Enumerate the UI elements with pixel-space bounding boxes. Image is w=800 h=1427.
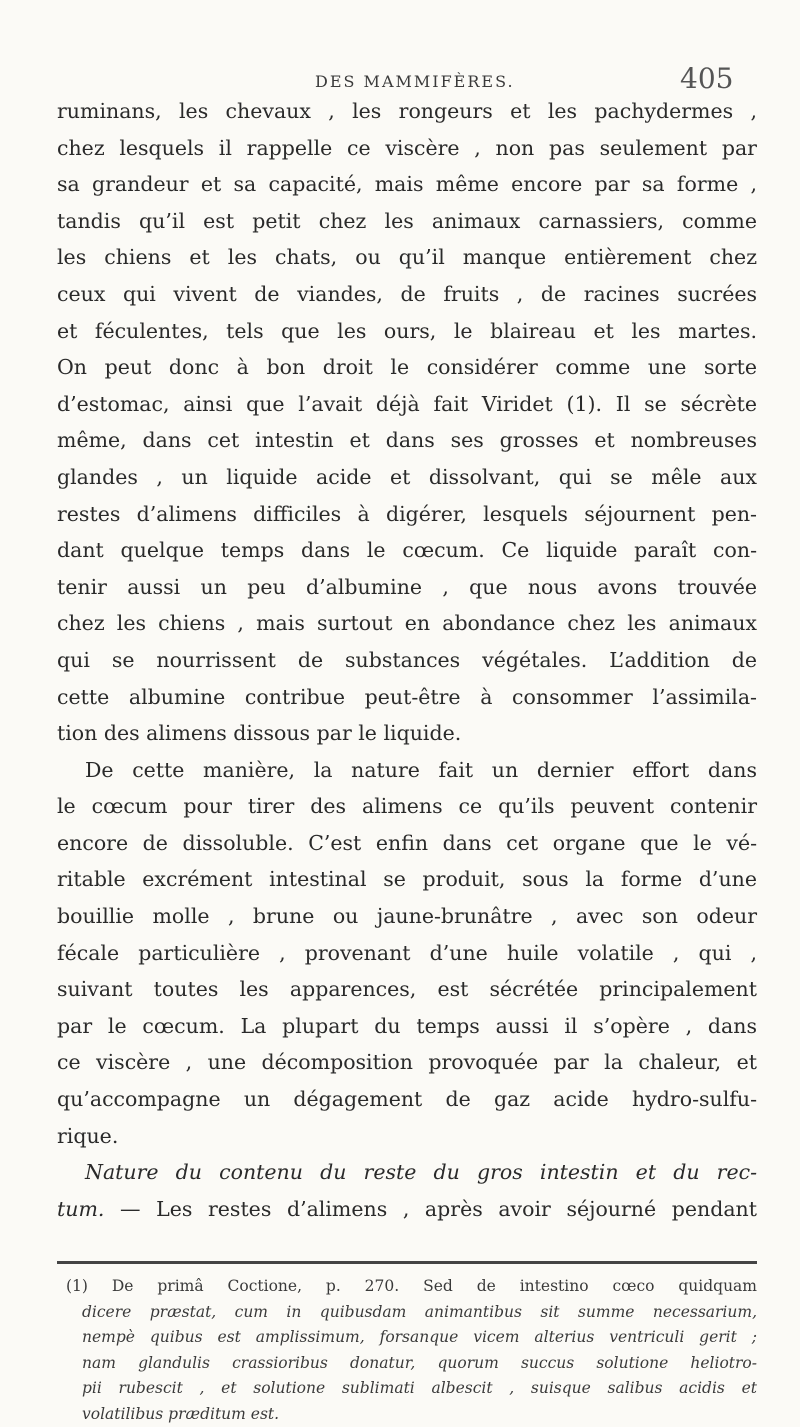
footnote-line: nempè quibus est amplissimum, forsanque vicem alterius ventriculi gerit ; [82,1325,757,1351]
text-line: d’estomac, ainsi que l’avait déjà fait Viridet (1). Il se sécrète [57,386,757,423]
page-number: 405 [680,62,733,95]
section-continuation: — Les restes d’alimens , après avoir séjourné pendant [104,1197,757,1221]
text-line: chez les chiens , mais surtout en abondance chez les animaux [57,605,757,642]
footnote-divider [57,1261,757,1264]
text-line: glandes , un liquide acide et dissolvant, qui se mêle aux [57,459,757,496]
text-line: suivant toutes les apparences, est sécrétée principalement [57,971,757,1008]
text-line: ce viscère , une décomposition provoquée par la chaleur, et [57,1044,757,1081]
text-line: sa grandeur et sa capacité, mais même encore par sa forme , [57,166,757,203]
section-heading-line [57,1154,757,1191]
body-text [57,93,757,1227]
text-line: par le cœcum. La plupart du temps aussi il s’opère , dans [57,1008,757,1045]
text-line: qu’accompagne un dégagement de gaz acide hydro-sulfu- [57,1081,757,1118]
text-line: et féculentes, tels que les ours, le blaireau et les martes. [57,313,757,350]
text-line: tenir aussi un peu d’albumine , que nous avons trouvée [57,569,757,606]
text-line: On peut donc à bon droit le considérer comme une sorte [57,349,757,386]
footnote-line: (1) De primâ Coctione, p. 270. Sed de intestino cœco quidquam [66,1274,757,1300]
text-line: restes d’alimens difficiles à digérer, lesquels séjournent pen- [57,496,757,533]
text-line: chez lesquels il rappelle ce viscère , non pas seulement par [57,130,757,167]
text-line: cette albumine contribue peut-être à consommer l’assimila- [57,679,757,716]
text-line: fécale particulière , provenant d’une huile volatile , qui , [57,935,757,972]
text-line: bouillie molle , brune ou jaune-brunâtre , avec son odeur [57,898,757,935]
text-line: ritable excrément intestinal se produit, sous la forme d’une [57,861,757,898]
text-line: même, dans cet intestin et dans ses grosses et nombreuses [57,422,757,459]
footnote-line: pii rubescit , et solutione sublimati albescit , suisque salibus acidis et [82,1376,757,1402]
footnote-line: nam glandulis crassioribus donatur, quorum succus solutione heliotro- [82,1351,757,1377]
text-line: le cœcum pour tirer des alimens ce qu’ils peuvent contenir [57,788,757,825]
text-line: rique. [57,1118,757,1155]
text-line: dant quelque temps dans le cœcum. Ce liquide paraît con- [57,532,757,569]
text-line: qui se nourrissent de substances végétales. L’addition de [57,642,757,679]
text-line: tandis qu’il est petit chez les animaux carnassiers, comme [57,203,757,240]
text-line: tion des alimens dissous par le liquide. [57,715,757,752]
running-title: DES MAMMIFÈRES. [315,72,515,91]
footnote-line: volatilibus præditum est. [82,1402,757,1427]
section-heading: Nature du contenu du reste du gros intestin et du rec- [85,1160,757,1184]
section-heading-line [57,1191,757,1228]
footnote-line: dicere præstat, cum in quibusdam animantibus sit summe necessarium, [82,1300,757,1326]
text-line: les chiens et les chats, ou qu’il manque entièrement chez [57,239,757,276]
running-head [0,62,800,96]
text-line: ruminans, les chevaux , les rongeurs et les pachydermes , [57,93,757,130]
section-heading-end: tum. [57,1197,104,1221]
text-line: encore de dissoluble. C’est enfin dans cet organe que le vé- [57,825,757,862]
footnotes [82,1274,757,1427]
text-line: ceux qui vivent de viandes, de fruits , de racines sucrées [57,276,757,313]
paragraph-start-line: De cette manière, la nature fait un dernier effort dans [57,752,757,789]
